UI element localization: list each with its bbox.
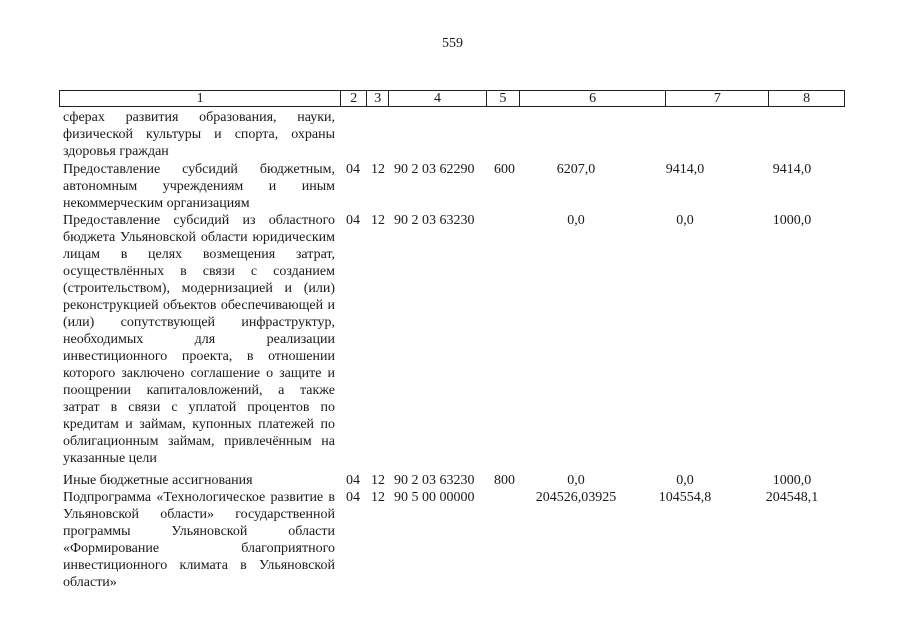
row-section-code: 04 xyxy=(346,490,360,505)
row-value-7: 9414,0 xyxy=(665,162,705,177)
column-header-2: 2 xyxy=(341,91,367,106)
column-header-7: 7 xyxy=(666,91,769,106)
row-expense-type: 800 xyxy=(494,473,515,488)
page-number: 559 xyxy=(442,36,463,51)
row-target-code: 90 2 03 63230 xyxy=(394,473,475,488)
row-description: Подпрограмма «Технологическое развитие в Ульяновской области» государственной программы Ульяновской области «Формирование благоприятного инвестиционного климата в Ульяновской области» xyxy=(63,490,335,590)
row-value-8: 204548,1 xyxy=(765,490,819,505)
column-header-4: 4 xyxy=(389,91,487,106)
row-section-code: 04 xyxy=(346,473,360,488)
row-section-code: 04 xyxy=(346,213,360,228)
row-value-6: 0,0 xyxy=(567,213,585,228)
row-description: Иные бюджетные ассигнования xyxy=(63,473,253,488)
row-subsection-code: 12 xyxy=(371,490,385,505)
row-target-code: 90 2 03 62290 xyxy=(394,162,475,177)
row-description: сферах развития образования, науки, физической культуры и спорта, охраны здоровья граждан xyxy=(63,110,335,159)
row-value-7: 0,0 xyxy=(676,473,694,488)
row-subsection-code: 12 xyxy=(371,473,385,488)
row-description: Предоставление субсидий бюджетным, автономным учреждениям и иным некоммерческим организациям xyxy=(63,162,335,211)
column-header-3: 3 xyxy=(367,91,389,106)
row-value-6: 0,0 xyxy=(567,473,585,488)
row-value-8: 1000,0 xyxy=(772,473,812,488)
row-value-7: 104554,8 xyxy=(658,490,712,505)
row-target-code: 90 5 00 00000 xyxy=(394,490,475,505)
column-header-5: 5 xyxy=(487,91,520,106)
column-header-8: 8 xyxy=(803,91,811,106)
row-target-code: 90 2 03 63230 xyxy=(394,213,475,228)
row-value-7: 0,0 xyxy=(676,213,694,228)
row-expense-type: 600 xyxy=(494,162,515,177)
table-header xyxy=(59,90,845,107)
row-description: Предоставление субсидий из областного бюджета Ульяновской области юридическим лицам в целях возмещения затрат, осуществлённых в связи с созданием (строительством), модернизацией и (или) реконструкцией объектов обеспечивающей и (или) сопутствующей инфраструктур, необходимых для реализации инвестиционного проекта, в отношении которого заключено соглашение о защите и поощрении капиталовложений, а также затрат в связи с уплатой процентов по кредитам и займам, купонных платежей по облигационным займам, привлечённым на указанные цели xyxy=(63,213,335,466)
row-subsection-code: 12 xyxy=(371,213,385,228)
row-value-8: 1000,0 xyxy=(772,213,812,228)
row-subsection-code: 12 xyxy=(371,162,385,177)
row-value-8: 9414,0 xyxy=(772,162,812,177)
row-value-6: 6207,0 xyxy=(556,162,596,177)
column-header-1: 1 xyxy=(60,91,341,106)
row-section-code: 04 xyxy=(346,162,360,177)
row-value-6: 204526,03925 xyxy=(535,490,617,505)
column-header-6: 6 xyxy=(520,91,667,106)
